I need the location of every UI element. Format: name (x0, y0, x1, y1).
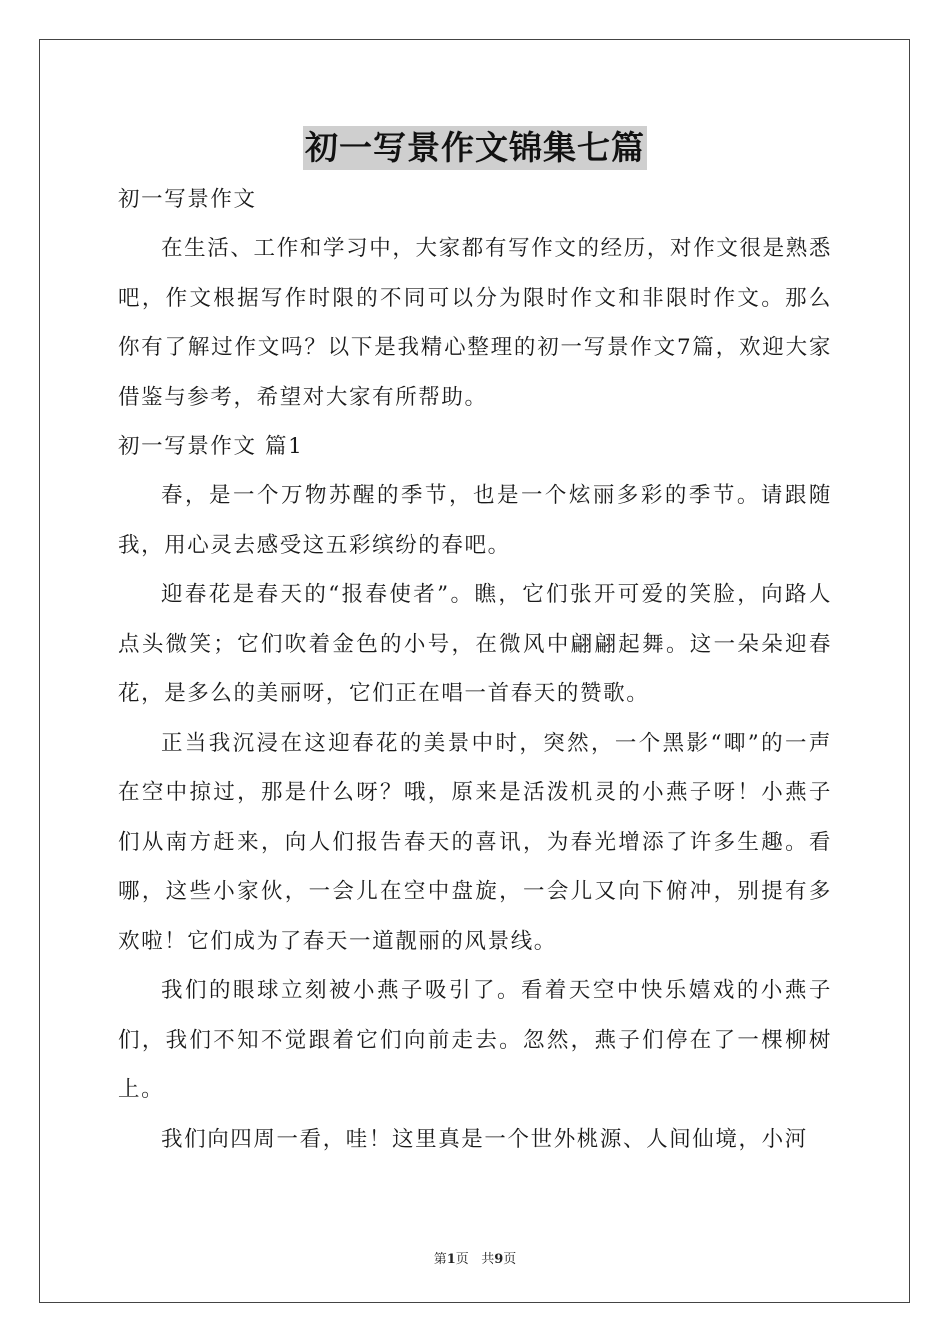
page-number: 1 (446, 1252, 456, 1267)
page-prefix: 第 (433, 1252, 447, 1267)
total-prefix: 共 (481, 1252, 495, 1267)
page-suffix: 页 (455, 1252, 469, 1267)
section-heading: 初一写景作文 篇1 (118, 434, 304, 459)
total-suffix: 页 (503, 1252, 517, 1267)
paragraph: 我们的眼球立刻被小燕子吸引了。看着天空中快乐嬉戏的小燕子们，我们不知不觉跟着它们向前走去。忽然，燕子们停在了一棵柳树上。 (118, 978, 832, 1102)
paragraph: 迎春花是春天的“报春使者”。瞧，它们张开可爱的笑脸，向路人点头微笑；它们吹着金色的小号，在微风中翩翩起舞。这一朵朵迎春花，是多么的美丽呀，它们正在唱一首春天的赞歌。 (118, 582, 832, 706)
title-container (0, 126, 950, 170)
paragraph: 春，是一个万物苏醒的季节，也是一个炫丽多彩的季节。请跟随我，用心灵去感受这五彩缤纷的春吧。 (118, 483, 832, 558)
section-heading: 初一写景作文 (118, 187, 257, 212)
document-title: 初一写景作文锦集七篇 (303, 126, 647, 170)
page-footer (0, 1248, 950, 1267)
total-pages: 9 (494, 1252, 504, 1267)
paragraph: 我们向四周一看，哇！这里真是一个世外桃源、人间仙境，小河 (161, 1126, 808, 1152)
paragraph: 在生活、工作和学习中，大家都有写作文的经历，对作文很是熟悉吧，作文根据写作时限的不同可以分为限时作文和非限时作文。那么你有了解过作文吗？以下是我精心整理的初一写景作文7篇，欢迎大家借鉴与参考，希望对大家有所帮助。 (118, 236, 832, 410)
paragraph: 正当我沉浸在这迎春花的美景中时，突然，一个黑影“唧”的一声在空中掠过，那是什么呀？哦，原来是活泼机灵的小燕子呀！小燕子们从南方赶来，向人们报告春天的喜讯，为春光增添了许多生趣。看哪，这些小家伙，一会儿在空中盘旋，一会儿又向下俯冲，别提有多欢啦！它们成为了春天一道靓丽的风景线。 (118, 730, 832, 954)
document-body (118, 175, 832, 1164)
